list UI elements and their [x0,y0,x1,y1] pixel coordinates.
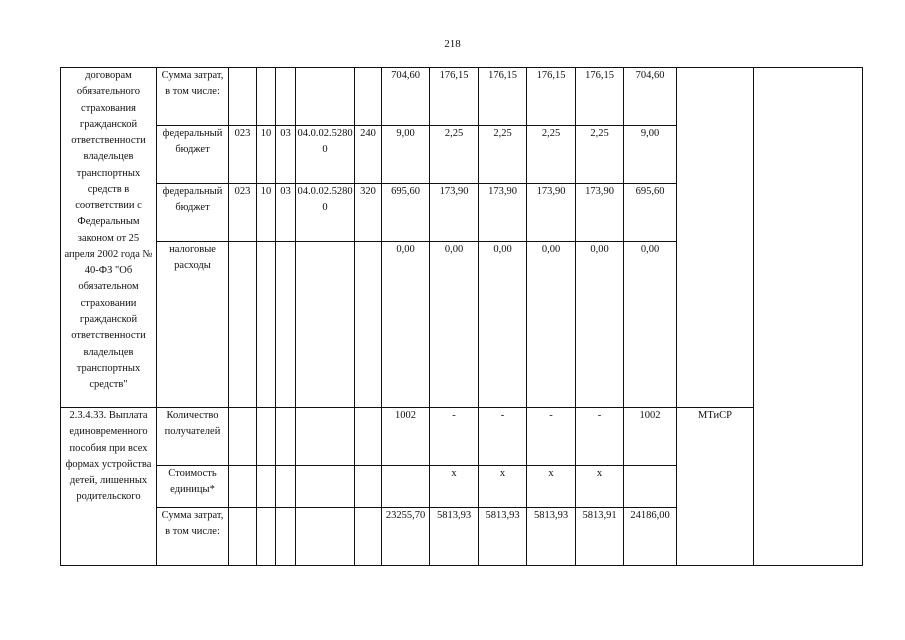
value-q2: 5813,93 [479,508,527,566]
value-q1: х [430,466,479,508]
expense-type-code [355,508,382,566]
value-q3: 176,15 [527,68,576,126]
value-total: 695,60 [624,184,677,242]
value-total-year: 9,00 [382,126,430,184]
value-total-year: 0,00 [382,242,430,408]
value-total: 24186,00 [624,508,677,566]
subsection-code [276,466,296,508]
value-q2: х [479,466,527,508]
value-q2: - [479,408,527,466]
budget-table [60,67,863,566]
value-total [624,466,677,508]
value-q4: 0,00 [576,242,624,408]
value-total-year: 23255,70 [382,508,430,566]
target-article-code: 04.0.02.52800 [296,184,355,242]
value-total: 704,60 [624,68,677,126]
expense-type-code [355,408,382,466]
indicator-label: Количество получателей [157,408,229,466]
executor-cell: МТиСР [677,408,754,566]
value-q3: - [527,408,576,466]
section-code: 10 [257,184,276,242]
value-q4: 5813,91 [576,508,624,566]
section-code [257,408,276,466]
value-q1: 5813,93 [430,508,479,566]
value-q1: 176,15 [430,68,479,126]
value-q2: 2,25 [479,126,527,184]
subsection-code [276,508,296,566]
indicator-label: Стоимость единицы* [157,466,229,508]
value-q3: х [527,466,576,508]
value-q4: 176,15 [576,68,624,126]
subsection-code [276,68,296,126]
subsection-code: 03 [276,184,296,242]
subsection-code [276,242,296,408]
section-code [257,68,276,126]
value-q1: 0,00 [430,242,479,408]
value-q3: 5813,93 [527,508,576,566]
ministry-code [229,408,257,466]
table-row [61,408,863,466]
expense-type-code [355,466,382,508]
target-article-code [296,242,355,408]
subsection-code: 03 [276,126,296,184]
section-code [257,466,276,508]
value-q2: 173,90 [479,184,527,242]
target-article-code: 04.0.02.52800 [296,126,355,184]
value-total-year: 695,60 [382,184,430,242]
ministry-code [229,466,257,508]
ministry-code: 023 [229,126,257,184]
value-q3: 0,00 [527,242,576,408]
value-q2: 176,15 [479,68,527,126]
target-article-code [296,68,355,126]
value-q1: 173,90 [430,184,479,242]
section-code: 10 [257,126,276,184]
measure-name-cell: 2.3.4.33. Выплата единовременного пособия при всех формах устройства детей, лишенных родительского [61,408,157,566]
expense-type-code: 320 [355,184,382,242]
indicator-label: Сумма затрат, в том числе: [157,508,229,566]
value-total: 0,00 [624,242,677,408]
table-row [61,68,863,126]
value-q3: 173,90 [527,184,576,242]
expense-type-code [355,68,382,126]
value-total-year: 1002 [382,408,430,466]
indicator-label: налоговые расходы [157,242,229,408]
value-q3: 2,25 [527,126,576,184]
value-total-year: 704,60 [382,68,430,126]
executor-cell [677,68,754,408]
value-q4: 173,90 [576,184,624,242]
value-q4: - [576,408,624,466]
notes-cell [754,68,863,566]
ministry-code: 023 [229,184,257,242]
target-article-code [296,466,355,508]
ministry-code [229,508,257,566]
section-code [257,508,276,566]
section-code [257,242,276,408]
value-q1: - [430,408,479,466]
value-q1: 2,25 [430,126,479,184]
value-total: 9,00 [624,126,677,184]
indicator-label: федеральный бюджет [157,184,229,242]
page-number: 218 [444,38,461,50]
value-q4: х [576,466,624,508]
measure-name-cell: договорам обязательного страхования гражданской ответственности владельцев транспортных средств в соответствии с Федеральным законом от 25 апреля 2002 года № 40-ФЗ "Об обязательном страховании гражданской ответственности владельцев транспортных средств" [61,68,157,408]
value-total: 1002 [624,408,677,466]
ministry-code [229,242,257,408]
target-article-code [296,408,355,466]
expense-type-code: 240 [355,126,382,184]
subsection-code [276,408,296,466]
value-q2: 0,00 [479,242,527,408]
ministry-code [229,68,257,126]
value-total-year [382,466,430,508]
indicator-label: Сумма затрат, в том числе: [157,68,229,126]
target-article-code [296,508,355,566]
expense-type-code [355,242,382,408]
indicator-label: федеральный бюджет [157,126,229,184]
value-q4: 2,25 [576,126,624,184]
